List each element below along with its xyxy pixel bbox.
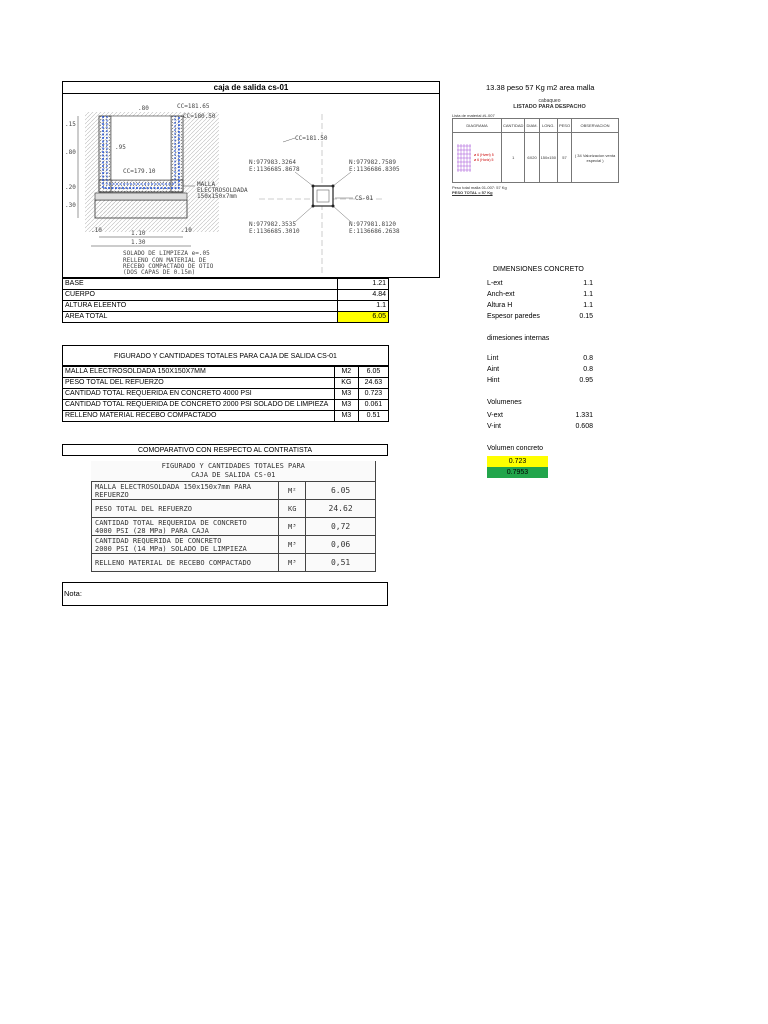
thumb-note: Peso total malla 01-007: 57 Kg xyxy=(452,185,507,190)
plan-coord: E:1136686.8305 xyxy=(349,166,400,173)
internal-dimension-row xyxy=(487,375,593,386)
scan-row xyxy=(92,536,376,554)
relleno-note: (DOS CAPAS DE 0.15m) xyxy=(123,269,196,276)
area-label: BASE xyxy=(63,279,338,290)
malla-note: ELECTROSOLDADA xyxy=(197,187,248,194)
scan-desc-line: 4000 PSI (28 MPa) PARA CAJA xyxy=(95,526,209,535)
summary-block xyxy=(62,345,389,422)
summary-value: 0.061 xyxy=(358,400,388,411)
dimension-label: L-ext xyxy=(487,280,503,287)
summary-row xyxy=(63,400,389,411)
internal-dimension-row xyxy=(487,353,593,364)
scan-desc xyxy=(92,518,279,536)
summary-value: 0.51 xyxy=(358,411,388,422)
area-row xyxy=(63,290,389,301)
dimension-row xyxy=(487,278,593,289)
dim-label: .30 xyxy=(65,202,76,209)
dimension-row xyxy=(487,300,593,311)
dimension-row xyxy=(487,289,593,300)
summary-desc: CANTIDAD TOTAL REQUERIDA EN CONCRETO 4000 PSI xyxy=(63,389,335,400)
area-label: ALTURA ELEENTO xyxy=(63,301,338,312)
volumenes-title: Volumenes xyxy=(487,399,522,406)
volume-value: 1.331 xyxy=(575,412,593,419)
scan-row xyxy=(92,482,376,500)
summary-value: 6.05 xyxy=(358,367,388,378)
dimension-value: 1.1 xyxy=(583,291,593,298)
thumb-cell: 150x150 xyxy=(539,133,557,183)
plan-coord: N:977983.3264 xyxy=(249,159,296,166)
thumb-cell: ( 34 Valorizacion venta especial ) xyxy=(572,133,619,183)
scan-value: 6.05 xyxy=(306,482,376,500)
scan-desc-line: MALLA ELECTROSOLDADA 150x150x7mm PARA REFUERZO xyxy=(95,482,251,499)
despacho-thumbnail xyxy=(452,98,619,202)
plan-cc-label: CC=181.50 xyxy=(295,135,328,142)
plan-coord: E:1136685.3010 xyxy=(249,228,300,235)
summary-desc: RELLENO MATERIAL RECEBO COMPACTADO xyxy=(63,411,335,422)
thumb-table xyxy=(452,118,619,183)
mesh-diagram xyxy=(454,138,494,176)
malla-note: MALLA xyxy=(197,181,216,188)
nota-box xyxy=(62,582,388,606)
dimension-value: 0.15 xyxy=(579,313,593,320)
volumenes-list xyxy=(487,410,593,432)
internal-dimension-value: 0.8 xyxy=(583,355,593,362)
dim-label: .20 xyxy=(65,184,76,191)
internal-dimension-label: Aint xyxy=(487,366,500,373)
dimension-label: Altura H xyxy=(487,302,513,309)
scan-desc xyxy=(92,500,279,518)
internas-title: dimesiones internas xyxy=(487,335,550,342)
area-label: CUERPO xyxy=(63,290,338,301)
internal-dimension-value: 0.8 xyxy=(583,366,593,373)
summary-table xyxy=(62,366,389,422)
dimensiones-title: DIMENSIONES CONCRETO xyxy=(493,266,584,273)
scan-value: 24.62 xyxy=(306,500,376,518)
dimension-row xyxy=(487,311,593,322)
area-value: 4.84 xyxy=(338,290,389,301)
scan-desc-line: PESO TOTAL DEL REFUERZO xyxy=(95,504,192,513)
summary-row xyxy=(63,378,389,389)
thumb-cell: 1 xyxy=(502,133,525,183)
internal-dimension-row xyxy=(487,364,593,375)
thumb-col-header: DIAGRAMA xyxy=(453,119,502,133)
summary-row xyxy=(63,367,389,378)
scan-value: 0,06 xyxy=(306,536,376,554)
volume-label: V-ext xyxy=(487,412,503,419)
scan-row xyxy=(92,518,376,536)
summary-desc: CANTIDAD TOTAL REQUERIDA DE CONCRETO 2000 PSI SOLADO DE LIMPIEZA xyxy=(63,400,335,411)
thumb-col-header: LONG. xyxy=(539,119,557,133)
comparativo-title: COMOPARATIVO CON RESPECTO AL CONTRATISTA xyxy=(62,444,388,456)
scan-desc-line: CANTIDAD REQUERIDA DE CONCRETO xyxy=(95,536,222,545)
cc-label: CC=180.50 xyxy=(183,113,216,120)
summary-unit: M3 xyxy=(334,411,358,422)
scan-row xyxy=(92,500,376,518)
scan-title-line: FIGURADO Y CANTIDADES TOTALES PARA xyxy=(161,462,305,470)
internas-list xyxy=(487,353,593,386)
cc-label: CC=181.65 xyxy=(177,103,210,110)
scan-desc xyxy=(92,536,279,554)
dim-label: .95 xyxy=(115,144,126,151)
section-and-plan-drawing xyxy=(63,94,439,278)
thumb-col-header: PESO xyxy=(557,119,571,133)
area-row xyxy=(63,301,389,312)
summary-desc: MALLA ELECTROSOLDADA 150X150X7MM xyxy=(63,367,335,378)
area-label: AREA TOTAL xyxy=(63,312,338,323)
summary-unit: M3 xyxy=(334,389,358,400)
volume-row xyxy=(487,421,593,432)
summary-unit: KG xyxy=(334,378,358,389)
scan-table-image xyxy=(91,461,376,572)
area-table xyxy=(62,278,389,323)
dimension-value: 1.1 xyxy=(583,302,593,309)
summary-value: 24.63 xyxy=(358,378,388,389)
volume-value: 0.608 xyxy=(575,423,593,430)
scan-desc-line: 2000 PSI (14 MPa) SOLADO DE LIMPIEZA xyxy=(95,544,247,553)
thumb-note: PESO TOTAL = 57 Kg xyxy=(452,190,493,195)
relleno-note: RECEBO COMPACTADO DE OTIO xyxy=(123,263,214,270)
volumen-concreto-value: 0.723 xyxy=(487,456,548,467)
dimensiones-list xyxy=(487,278,593,322)
dim-label: 1.10 xyxy=(131,230,146,237)
cc-label: CC=179.10 xyxy=(123,168,156,175)
summary-row xyxy=(63,389,389,400)
scan-unit: M³ xyxy=(279,554,306,572)
header-note: 13.38 peso 57 Kg m2 area malla xyxy=(486,83,595,92)
dim-label: .80 xyxy=(65,149,76,156)
scan-title-line: CAJA DE SALIDA CS-01 xyxy=(191,471,276,479)
internal-dimension-value: 0.95 xyxy=(579,377,593,384)
scan-unit: M³ xyxy=(279,518,306,536)
area-row xyxy=(63,312,389,323)
plan-coord: E:1136686.2638 xyxy=(349,228,400,235)
scan-row xyxy=(92,554,376,572)
thumb-cell: 6X20 xyxy=(525,133,539,183)
thumb-col-header: DIAM. xyxy=(525,119,539,133)
volumen-concreto-value: 0.7953 xyxy=(487,467,548,478)
solado-note: SOLADO DE LIMPIEZA e=.05 xyxy=(123,250,210,257)
area-value: 1.1 xyxy=(338,301,389,312)
scan-desc-line: RELLENO MATERIAL DE RECEBO COMPACTADO xyxy=(95,558,251,567)
summary-desc: PESO TOTAL DEL REFUERZO xyxy=(63,378,335,389)
dimension-label: Espesor paredes xyxy=(487,313,540,320)
dim-label: .10 xyxy=(91,227,102,234)
scan-unit: M³ xyxy=(279,536,306,554)
dim-label: .15 xyxy=(65,121,76,128)
scan-desc xyxy=(92,482,279,500)
plan-label: CS-01 xyxy=(355,195,374,202)
area-value: 1.21 xyxy=(338,279,389,290)
scan-desc xyxy=(92,554,279,572)
drawing-frame xyxy=(62,81,440,278)
summary-unit: M3 xyxy=(334,400,358,411)
scan-unit: M² xyxy=(279,482,306,500)
volume-row xyxy=(487,410,593,421)
dim-label: .10 xyxy=(181,227,192,234)
dim-label: 1.30 xyxy=(131,239,146,246)
dimension-value: 1.1 xyxy=(583,280,593,287)
mesh-label: ø 6 (Horiz) 5 xyxy=(474,158,494,162)
plan-coord: E:1136685.8678 xyxy=(249,166,300,173)
malla-note: 150x150x7mm xyxy=(197,193,237,200)
thumb-col-header: OBSERVACION xyxy=(572,119,619,133)
mesh-label: ø 6 (Hvert) 5 xyxy=(474,153,494,157)
summary-title: FIGURADO Y CANTIDADES TOTALES PARA CAJA DE SALIDA CS-01 xyxy=(62,345,389,366)
thumb-caption: Lista de material #L.007 xyxy=(452,113,495,118)
scan-unit: KG xyxy=(279,500,306,518)
summary-unit: M2 xyxy=(334,367,358,378)
scan-desc-line: CANTIDAD TOTAL REQUERIDA DE CONCRETO xyxy=(95,518,247,527)
relleno-note: RELLENO CON MATERIAL DE xyxy=(123,257,207,264)
dim-label: .80 xyxy=(138,105,149,112)
dimension-label: Anch-ext xyxy=(487,291,515,298)
thumb-cell: 57 xyxy=(557,133,571,183)
thumb-col-header: CANTIDAD xyxy=(502,119,525,133)
summary-row xyxy=(63,411,389,422)
area-value: 6.05 xyxy=(338,312,389,323)
scan-value: 0,72 xyxy=(306,518,376,536)
drawing-title: caja de salida cs-01 xyxy=(63,82,439,94)
volumen-concreto-title: Volumen concreto xyxy=(487,445,544,452)
area-row xyxy=(63,279,389,290)
nota-label: Nota: xyxy=(64,589,82,598)
thumb-title: LISTADO PARA DESPACHO xyxy=(513,104,586,110)
volume-label: V-int xyxy=(487,423,502,430)
scan-value: 0,51 xyxy=(306,554,376,572)
plan-coord: N:977982.3535 xyxy=(249,221,296,228)
summary-value: 0.723 xyxy=(358,389,388,400)
plan-coord: N:977982.7589 xyxy=(349,159,396,166)
plan-coord: N:977981.8120 xyxy=(349,221,396,228)
internal-dimension-label: Lint xyxy=(487,355,499,362)
thumb-title-small: cabaqueo xyxy=(538,98,561,104)
internal-dimension-label: Hint xyxy=(487,377,500,384)
